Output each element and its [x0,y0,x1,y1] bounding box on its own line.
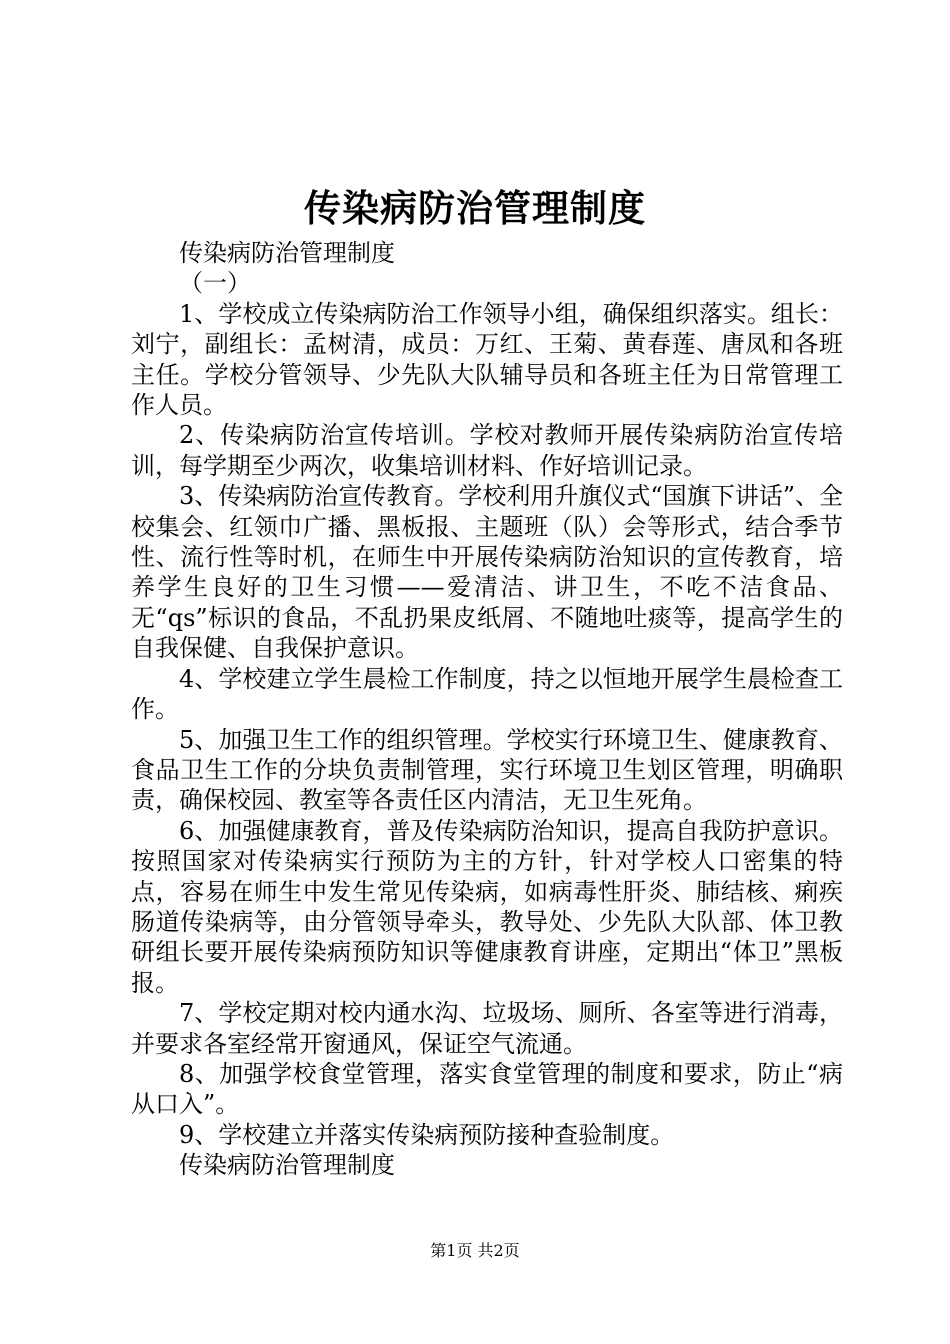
paragraph-6: 6、加强健康教育，普及传染病防治知识，提高自我防护意识。按照国家对传染病实行预防为主的方针，针对学校人口密集的特点，容易在师生中发生常见传染病，如病毒性肝炎、肺结核、痢疾肠道传染病等，由分管领导牵头，教导处、少先队大队部、体卫教研组长要开展传染病预防知识等健康教育讲座，定期出“体卫”黑板报。 [131,816,843,997]
paragraph-3: 3、传染病防治宣传教育。学校利用升旗仪式“国旗下讲话”、全校集会、红领巾广播、黑板报、主题班（队）会等形式，结合季节性、流行性等时机，在师生中开展传染病防治知识的宣传教育，培养学生良好的卫生习惯——爱清洁、讲卫生，不吃不洁食品、无“qs”标识的食品，不乱扔果皮纸屑、不随地吐痰等，提高学生的自我保健、自我保护意识。 [131,482,843,663]
document-subtitle: 传染病防治管理制度 [179,239,395,267]
section-heading: （一） [179,269,251,298]
document-title: 传染病防治管理制度 [304,186,646,230]
paragraph-1: 1、学校成立传染病防治工作领导小组，确保组织落实。组长：刘宁，副组长：孟树清，成员：万红、王菊、黄春莲、唐凤和各班主任。学校分管领导、少先队大队辅导员和各班主任为日常管理工作人员。 [131,299,843,420]
paragraph-2: 2、传染病防治宣传培训。学校对教师开展传染病防治宣传培训，每学期至少两次，收集培训材料、作好培训记录。 [131,421,843,480]
page-footer: 第1页 共2页 [430,1241,520,1260]
paragraph-7: 7、学校定期对校内通水沟、垃圾场、厕所、各室等进行消毒，并要求各室经常开窗通风，保证空气流通。 [131,999,843,1058]
document-body [131,238,843,1181]
paragraph-5: 5、加强卫生工作的组织管理。学校实行环境卫生、健康教育、食品卫生工作的分块负责制管理，实行环境卫生划区管理，明确职责，确保校园、教室等各责任区内清洁，无卫生死角。 [131,725,843,815]
paragraph-9: 9、学校建立并落实传染病预防接种查验制度。 [179,1120,675,1149]
paragraph-8: 8、加强学校食堂管理，落实食堂管理的制度和要求，防止“病从口入”。 [131,1059,843,1119]
closing-heading: 传染病防治管理制度 [179,1151,395,1180]
paragraph-4: 4、学校建立学生晨检工作制度，持之以恒地开展学生晨检查工作。 [131,664,843,724]
